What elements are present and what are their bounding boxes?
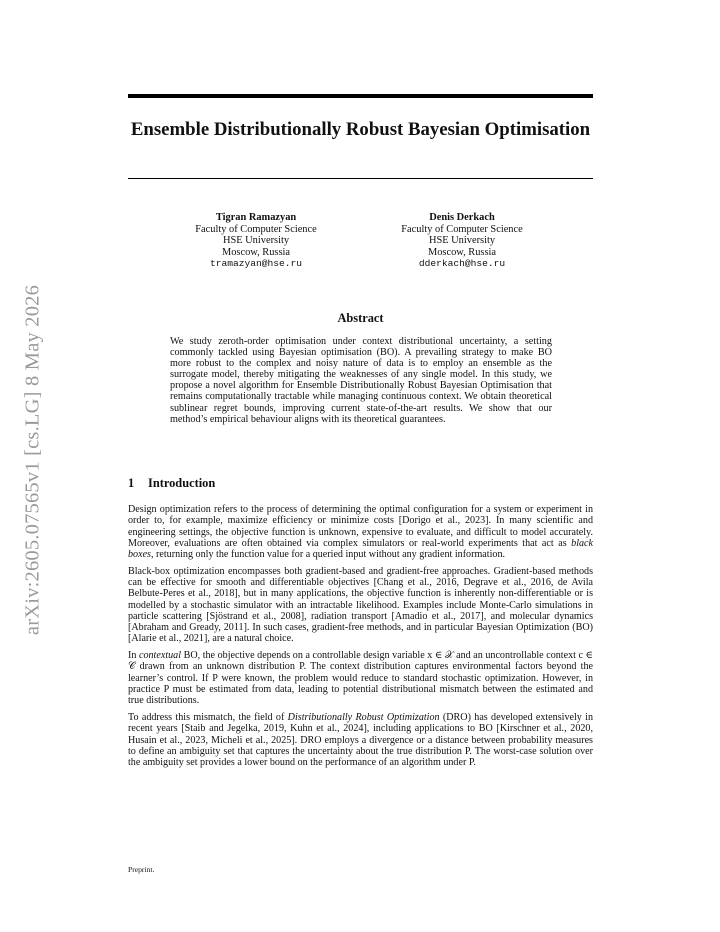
paragraph-text: Design optimization refers to the process of determining the optimal configuration for a system or experiment in order to, for example, maximize efficiency or minimize costs [Dorigo et al., 2023]. In many scientific and engineering settings, the objective function is unknown, expensive to evaluate, and difficult to model accurately. Moreover, evaluations are often obtained via complex simulators or real-world experiments that act as <box>128 504 593 549</box>
body-text <box>128 504 593 774</box>
arxiv-stamp-text: arXiv:2605.07565v1 [cs.LG] 8 May 2026 <box>21 284 44 636</box>
author-block-1 <box>156 212 356 270</box>
section-number: 1 <box>128 476 135 490</box>
title-bottom-rule <box>128 178 593 179</box>
emphasis-text: contextual <box>138 650 182 662</box>
paragraph-text: To address this mismatch, the field of <box>128 712 288 724</box>
arxiv-stamp <box>18 270 48 650</box>
author-institution: HSE University <box>428 235 496 247</box>
author-name: Tigran Ramazyan <box>215 212 297 223</box>
paragraph <box>128 650 593 706</box>
author-dept: Faculty of Computer Science <box>195 223 317 235</box>
paragraph-text: , returning only the function value for a queried input without any gradient information. <box>150 549 506 560</box>
author-block-2 <box>362 212 562 270</box>
paragraph-text: (DRO) has developed extensively in recent years [Staib and Jegelka, 2019, Kuhn et al., 2024], including applications to BO [Kirschner et al., 2020, Husain et al., 2023, Micheli et al., 2025]. DRO employs a divergence or a distance between probability measures to define an ambiguity set that captures the uncertainty about the true distribution P. The worst-case solution over the ambiguity set provides a lower bound on the performance of an algorithm under P. <box>128 712 594 769</box>
author-dept: Faculty of Computer Science <box>401 223 523 235</box>
paragraph-text: BO, the objective depends on a controllable design variable x ∈ 𝒳 and an uncontrollable context c ∈ 𝒞 drawn from an unknown distribution P. The context distribution captures environmental factors beyond the learner’s control. If P were known, the problem would reduce to standard stochastic optimization. However, in practice P must be estimated from data, leading to potential distributional mismatch between the estimated and true distributions. <box>128 650 593 707</box>
abstract-text: We study zeroth-order optimisation under context distributional uncertainty, a setting commonly tackled using Bayesian optimisation (BO). A prevailing strategy to make BO more robust to the complex and noisy nature of data is to employ an ensemble as the surrogate model, thereby mitigating the weaknesses of any single model. In this study, we propose a novel algorithm for Ensemble Distributionally Robust Bayesian Optimisation that remains computationally tractable while managing continuous context. We obtain theoretical sublinear regret bounds, improving current state-of-the-art results. We show that our method’s empirical behaviour aligns with its theoretical guarantees. <box>170 336 552 425</box>
abstract-heading: Abstract <box>337 311 384 325</box>
emphasis-text: Distributionally Robust Optimization <box>287 712 440 724</box>
author-email[interactable]: dderkach@hse.ru <box>418 258 506 270</box>
author-email[interactable]: tramazyan@hse.ru <box>209 258 303 270</box>
paragraph: Black-box optimization encompasses both gradient-based and gradient-free approaches. Gradient-based methods can be effective for smooth and differentiable objectives [Chang et al., 2016, Degrave et al., 2016, de Avila Belbute-Peres et al., 2018], but in many applications, the objective function is inherently non-differentiable or is modelled by a stochastic simulator with an intractable likelihood. Examples include Monte-Carlo simulations in particle scattering [Sjöstrand et al., 2008], radiation transport [Amadio et al., 2017], and molecular dynamics [Abraham and Gready, 2011]. In such cases, gradient-free methods, and in particular Bayesian Optimization (BO) [Alarie et al., 2021], are a natural choice. <box>128 565 593 645</box>
emphasis-text: black boxes <box>128 537 593 560</box>
paper-title: Ensemble Distributionally Robust Bayesian Optimisation <box>130 119 591 140</box>
paragraph <box>128 712 593 768</box>
author-location: Moscow, Russia <box>221 246 291 258</box>
section-title: Introduction <box>148 476 216 490</box>
footer-preprint: Preprint. <box>128 865 155 874</box>
paragraph <box>128 504 593 560</box>
title-top-rule <box>128 94 593 98</box>
author-location: Moscow, Russia <box>427 246 497 258</box>
author-institution: HSE University <box>222 235 290 247</box>
author-name: Denis Derkach <box>429 212 495 223</box>
section-heading <box>128 476 215 491</box>
paragraph-text: In <box>128 650 139 662</box>
